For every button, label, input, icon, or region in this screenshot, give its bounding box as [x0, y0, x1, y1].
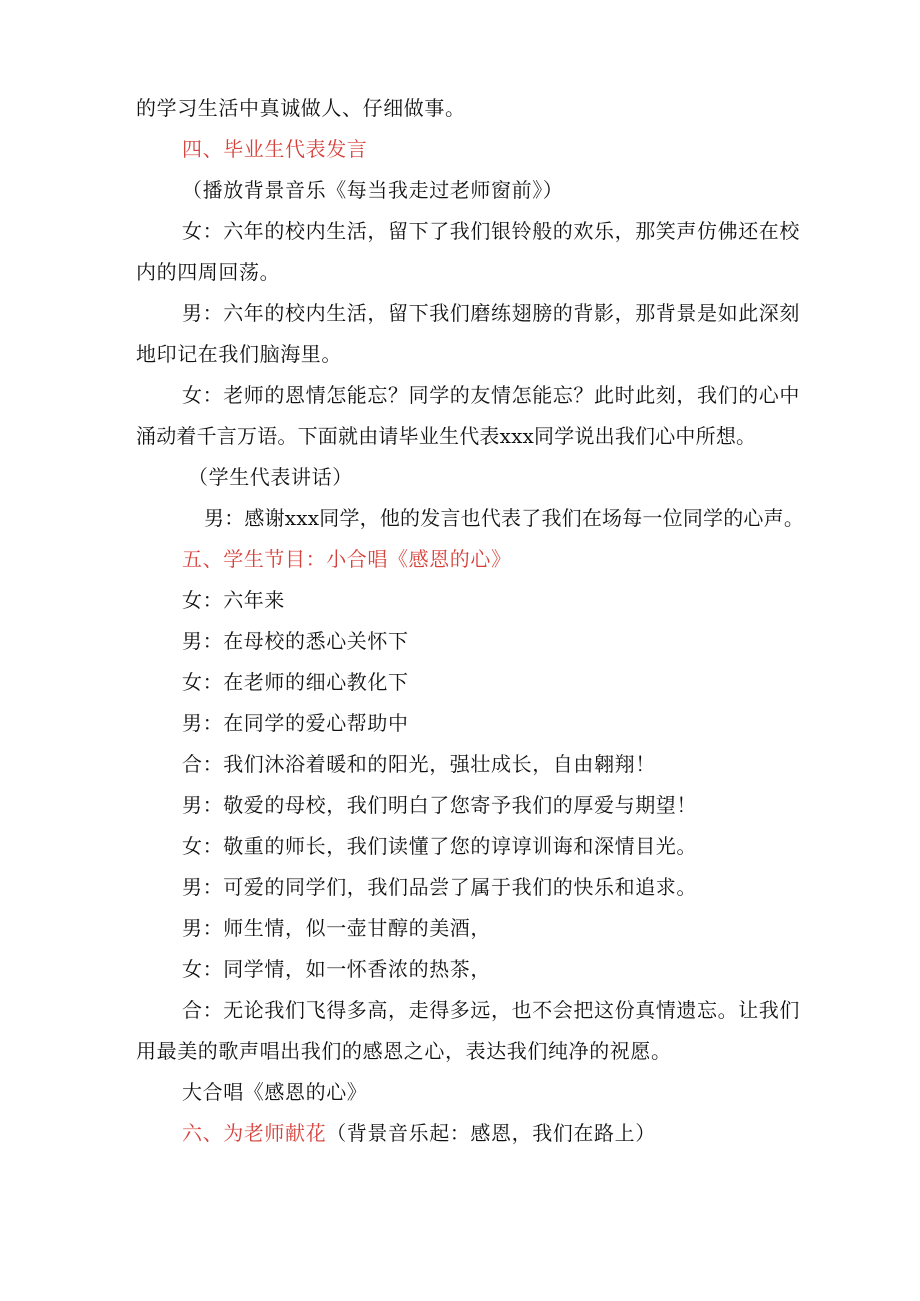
dialogue-line: 男：敬爱的母校，我们明白了您寄予我们的厚爱与期望！	[182, 793, 697, 817]
dialogue-line-continued: 内的四周回荡。	[136, 260, 281, 284]
stage-direction: （背景音乐起：感恩，我们在路上）	[326, 1121, 656, 1145]
dialogue-line: 男：在同学的爱心帮助中	[182, 711, 409, 735]
dialogue-line-continued: 用最美的歌声唱出我们的感恩之心，表达我们纯净的祝愿。	[136, 1039, 672, 1063]
section-heading-6-line	[182, 1121, 656, 1145]
program-item: 大合唱《感恩的心》	[182, 1080, 368, 1104]
dialogue-line: 男：六年的校内生活，留下我们磨练翅膀的背影，那背景是如此深刻	[182, 301, 800, 325]
dialogue-line: 女：敬重的师长，我们读懂了您的谆谆训诲和深情目光。	[182, 834, 697, 858]
dialogue-line: 男：师生情，似一壶甘醇的美酒，	[182, 916, 491, 940]
section-heading-4: 四、毕业生代表发言	[182, 137, 368, 161]
dialogue-line: 合：我们沐浴着暖和的阳光，强壮成长，自由翱翔！	[182, 752, 656, 776]
stage-direction: （学生代表讲话）	[188, 465, 353, 489]
dialogue-line: 合：无论我们飞得多高，走得多远，也不会把这份真情遗忘。让我们	[182, 998, 800, 1022]
section-heading-5: 五、学生节目：小合唱《感恩的心》	[182, 547, 512, 571]
stage-direction: （播放背景音乐《每当我走过老师窗前》）	[182, 178, 564, 202]
dialogue-line: 男：在母校的悉心关怀下	[182, 629, 409, 653]
dialogue-line-continued: 涌动着千言万语。下面就由请毕业生代表xxx同学说出我们心中所想。	[136, 424, 757, 448]
dialogue-line: 男：感谢xxx同学，他的发言也代表了我们在场每一位同学的心声。	[204, 506, 805, 530]
section-heading-6: 六、为老师献花	[182, 1121, 327, 1145]
dialogue-line: 女：在老师的细心教化下	[182, 670, 409, 694]
dialogue-line: 女：六年的校内生活，留下了我们银铃般的欢乐，那笑声仿佛还在校	[182, 219, 800, 243]
dialogue-line-continued: 地印记在我们脑海里。	[136, 342, 342, 366]
dialogue-line: 女：同学情，如一怀香浓的热茶，	[182, 957, 491, 981]
dialogue-line: 男：可爱的同学们，我们品尝了属于我们的快乐和追求。	[182, 875, 697, 899]
dialogue-line: 女：老师的恩情怎能忘？同学的友情怎能忘？此时此刻，我们的心中	[182, 383, 800, 407]
dialogue-line: 女：六年来	[182, 588, 285, 612]
paragraph-line: 的学习生活中真诚做人、仔细做事。	[136, 96, 466, 120]
